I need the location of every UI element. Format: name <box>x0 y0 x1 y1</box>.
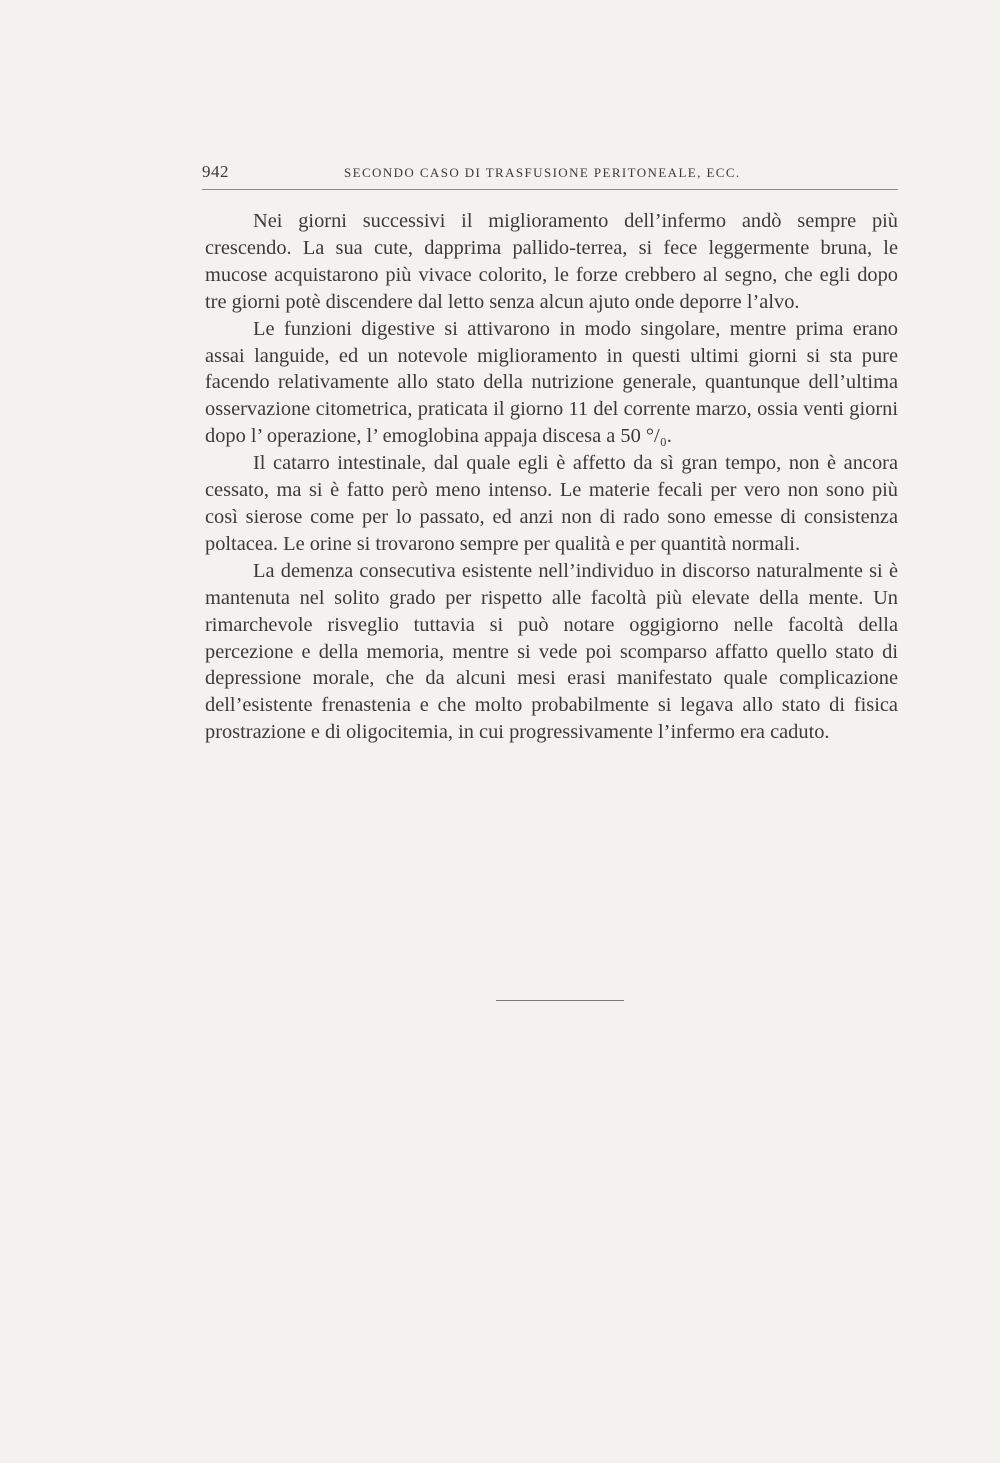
body-text <box>205 208 898 746</box>
end-rule <box>496 1000 624 1001</box>
paragraph: La demenza consecutiva esistente nell’individuo in discorso naturalmente si è mantenuta nel solito grado per rispetto alle facoltà più elevate della mente. Un rimarchevole risveglio tuttavia si può notare oggigiorno nelle facoltà della percezione e della memoria, mentre si vede poi scomparso affatto quello stato di depressione morale, che da alcuni mesi erasi manifestato quale complicazione dell’esistente frenastenia e che molto probabilmente si legava allo stato di fisica prostrazione e di oligocitemia, in cui progressivamente l’infermo era caduto. <box>205 559 898 744</box>
paragraph: Le funzioni digestive si attivarono in modo singolare, mentre prima erano assai languide, ed un notevole miglioramento in questi ultimi giorni si sta pure facendo relativamente allo stato della nutrizione generale, quantunque dell’ultima osservazione citometrica, praticata il giorno 11 del corrente marzo, ossia venti giorni dopo l’ operazione, l’ emoglobina appaja discesa a 50 °/₀. <box>205 317 898 448</box>
paragraph: Nei giorni successivi il miglioramento dell’infermo andò sempre più crescendo. La sua cute, dapprima pallido-terrea, si fece leggermente bruna, le mucose acquistarono più vivace colorito, le forze crebbero al segno, che egli dopo tre giorni potè discendere dal letto senza alcun ajuto onde deporre l’alvo. <box>205 210 898 313</box>
running-title: SECONDO CASO DI TRASFUSIONE PERITONEALE, ECC. <box>344 165 741 180</box>
paragraph: Il catarro intestinale, dal quale egli è affetto da sì gran tempo, non è ancora cessato, ma si è fatto però meno intenso. Le materie fecali per vero non sono più così sierose come per lo passato, ed anzi non di rado sono emesse di consistenza poltacea. Le orine si trovarono sempre per qualità e per quantità normali. <box>205 452 898 555</box>
page-number: 942 <box>202 162 229 181</box>
header-rule <box>202 189 898 190</box>
running-head <box>202 160 898 184</box>
